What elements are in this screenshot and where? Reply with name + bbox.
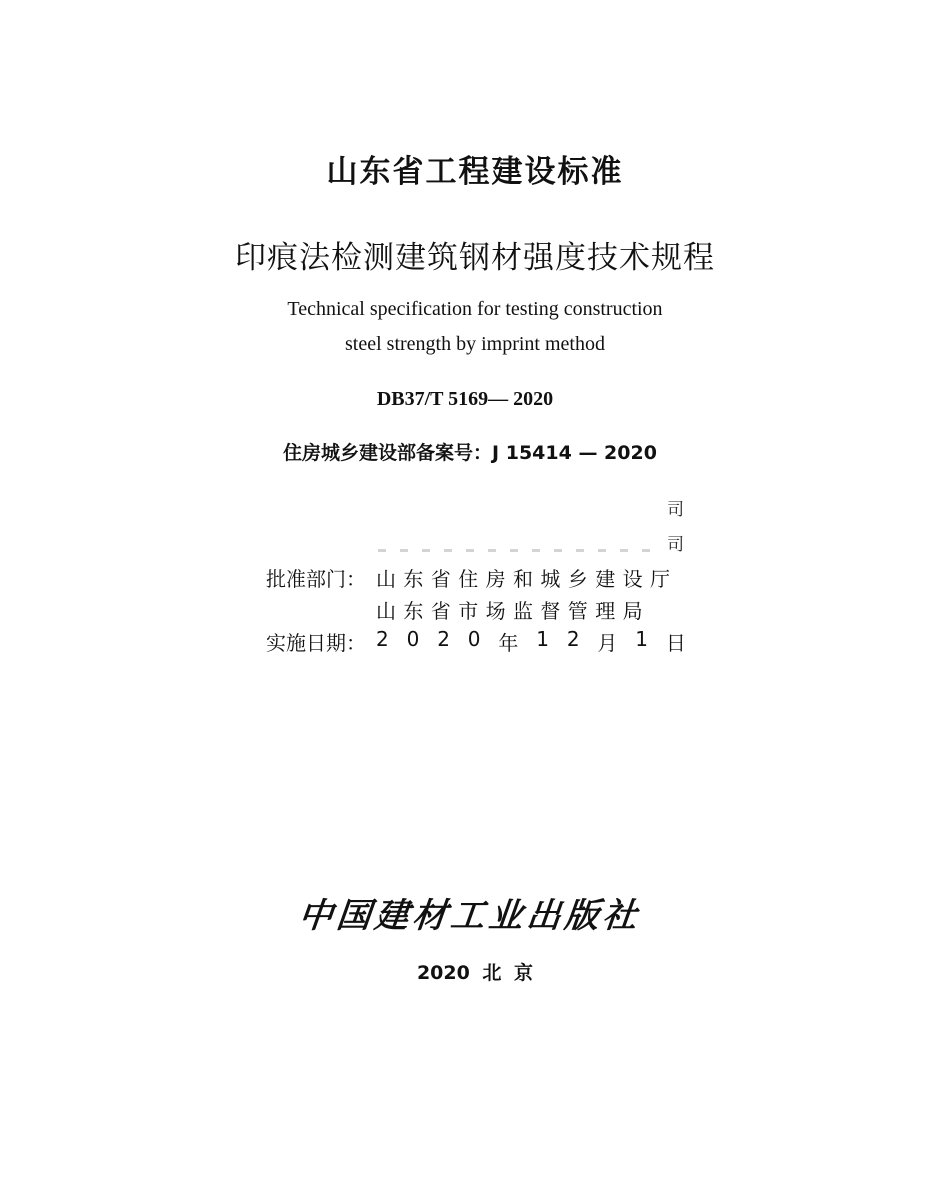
implementation-label: 实施日期： [266, 631, 366, 655]
faint-obscured-text-row [378, 549, 664, 552]
date-token: 1 [635, 627, 649, 651]
date-token: 2 [566, 627, 580, 651]
date-token: 日 [665, 631, 686, 655]
publisher-logotype: 中国建材工业出版社 [296, 896, 643, 936]
publication-imprint: 2020 北 京 [416, 962, 534, 984]
document-title-english-line-1: Technical specification for testing construction [287, 298, 663, 320]
date-token: 2 [376, 627, 389, 651]
filing-number: 住房城乡建设部备案号：J 15414 — 2020 [283, 442, 657, 464]
date-token: 月 [597, 631, 618, 655]
approval-label-spacer [266, 595, 376, 624]
date-token: 年 [498, 631, 519, 655]
date-token: 0 [406, 627, 420, 651]
document-title-english-line-2: steel strength by imprint method [345, 333, 605, 355]
cropped-text-fragment: 司 [667, 535, 684, 555]
approval-department-row [266, 563, 686, 592]
implementation-date [376, 627, 686, 656]
date-token: 0 [467, 627, 481, 651]
approval-department-row-2 [266, 595, 686, 624]
date-token: 1 [536, 627, 549, 651]
series-title: 山东省工程建设标准 [326, 154, 624, 190]
approval-department-1: 山东省住房和城乡建设厅 [376, 567, 678, 591]
approval-label: 批准部门： [266, 567, 366, 591]
approval-department-2: 山东省市场监督管理局 [376, 599, 650, 623]
implementation-date-row [266, 627, 686, 656]
date-token: 2 [437, 627, 450, 651]
cropped-text-fragment: 司 [667, 500, 684, 520]
document-title-chinese: 印痕法检测建筑钢材强度技术规程 [235, 240, 715, 276]
standard-number: DB37/T 5169— 2020 [376, 388, 554, 410]
